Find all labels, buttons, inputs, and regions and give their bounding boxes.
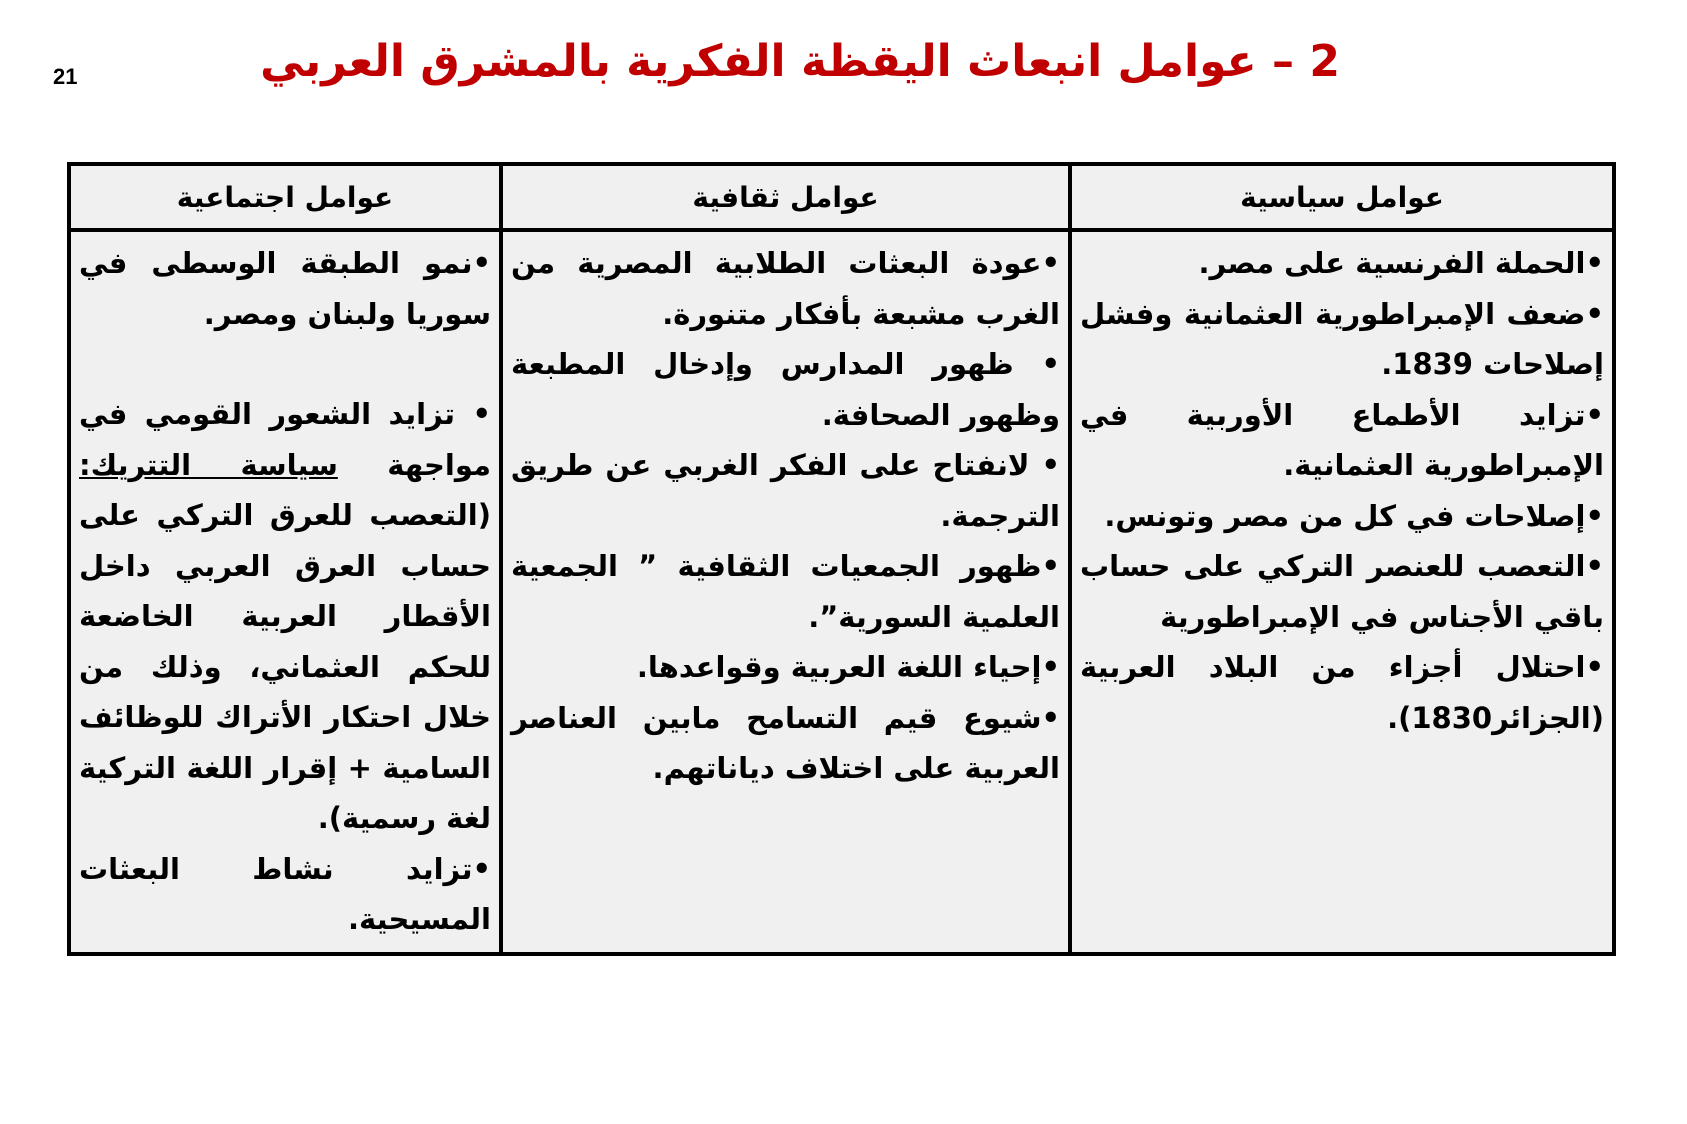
spacer [79,339,491,389]
social-item-text: (التعصب للعرق التركي على حساب العرق العربي داخل الأقطار العربية الخاضعة للحكم العثماني، وذلك من خلال احتكار الأتراك للوظائف السامية + إقرار اللغة التركية لغة رسمية). [79,498,491,835]
social-item-text: • تزايد الشعور القومي في مواجهة [79,397,492,482]
social-factors-cell [69,230,501,954]
header-cultural-factors: عوامل ثقافية [501,164,1070,230]
page-number: 21 [53,64,78,89]
cultural-item: •عودة البعثات الطلابية المصرية من الغرب مشبعة بأفكار متنورة. [511,246,1060,331]
social-item [79,389,491,844]
page-title: 2 – عوامل انبعاث اليقظة الفكرية بالمشرق العربي [260,36,1340,87]
turkification-policy-term: سياسة التتريك: [79,447,338,482]
table-header-row [69,164,1614,230]
table-row [69,230,1614,954]
political-item: •الحملة الفرنسية على مصر. [1198,246,1604,280]
political-item: •تزايد الأطماع الأوربية في الإمبراطورية العثمانية. [1080,397,1604,482]
social-item: •نمو الطبقة الوسطى في سوريا ولبنان ومصر. [79,246,491,331]
cultural-item: •ظهور الجمعيات الثقافية ” الجمعية العلمية السورية”. [511,549,1060,634]
political-item: •التعصب للعنصر التركي على حساب باقي الأجناس في الإمبراطورية [1080,549,1604,634]
political-item: •احتلال أجزاء من البلاد العربية (الجزائر1830). [1080,650,1604,735]
cultural-item: • لانفتاح على الفكر الغربي عن طريق الترجمة. [511,448,1060,533]
cultural-item: • ظهور المدارس وإدخال المطبعة وظهور الصحافة. [511,347,1060,432]
factors-table [67,162,1616,956]
cultural-item: •إحياء اللغة العربية وقواعدها. [636,650,1060,684]
header-social-factors: عوامل اجتماعية [69,164,501,230]
header-political-factors: عوامل سياسية [1070,164,1614,230]
political-item: •ضعف الإمبراطورية العثمانية وفشل إصلاحات 1839. [1080,296,1604,381]
political-item: •إصلاحات في كل من مصر وتونس. [1104,498,1604,533]
social-item: •تزايد نشاط البعثات المسيحية. [79,851,491,936]
political-factors-cell [1070,230,1614,954]
cultural-item: •شيوع قيم التسامح مابين العناصر العربية على اختلاف دياناتهم. [511,700,1060,785]
cultural-factors-cell [501,230,1070,954]
